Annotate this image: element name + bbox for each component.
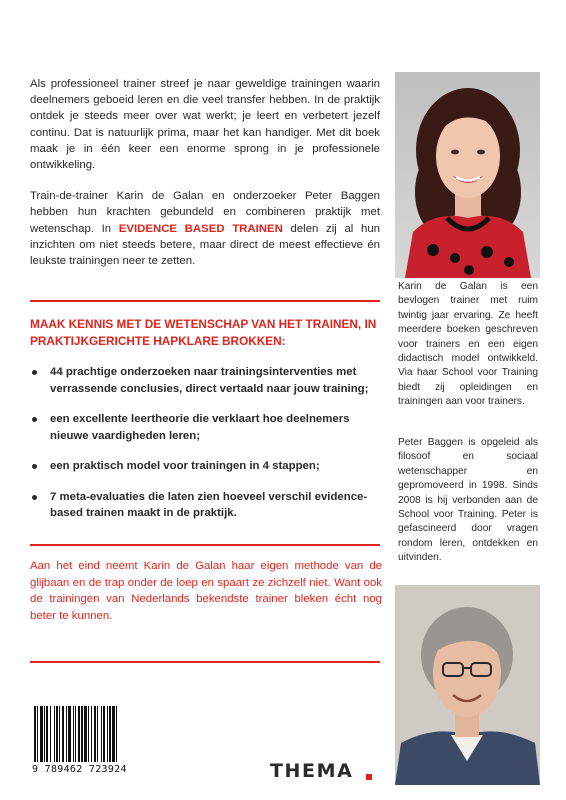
bullet-icon [32,464,37,469]
bullet-icon [32,495,37,500]
bio-karin: Karin de Galan is een bevlogen trainer met ruim twintig jaar ervaring. Ze heeft meerdere boeken geschreven voor trainers en een eigen didactisch model ontwikkeld. Via haar School voor Training biedt zij opleidingen en trainingen aan voor trainers. [398,281,538,408]
list-item-text: een praktisch model voor trainingen in 4 stappen; [50,460,320,472]
divider-bottom [30,661,380,663]
divider-top [30,300,380,302]
isbn-number: 9 789462 723924 [32,764,127,775]
publisher-logo: THEMA [270,760,354,782]
list-item-text: 7 meta-evaluaties die laten zien hoeveel verschil evidence-based trainen maakt in de praktijk. [50,490,368,519]
list-item [30,364,380,397]
bio-peter: Peter Baggen is opgeleid als filosoof en sociaal wetenschapper en gepromoveerd in 1998. Sinds 2008 is hij verbonden aan de School voor Training. Peter is gefascineerd door vragen rondom leren, ontdekken en uitvinden. [398,437,538,564]
intro-paragraph-2 [30,188,380,269]
list-item [30,489,380,522]
barcode-graphic [30,706,148,762]
bullet-icon [32,417,37,422]
bullet-icon [32,370,37,375]
divider-middle [30,544,380,546]
publisher-logo-square [366,774,372,780]
intro-p2-end: delen zij al hun inzichten om niet steeds betere, maar direct de meest effectieve én leukste trainingen neer te zetten. [30,222,380,268]
list-item-text: een excellente leertheorie die verklaart hoe deelnemers nieuwe vaardigheden leren; [50,413,350,442]
intro-text [30,76,380,284]
headline: MAAK KENNIS MET DE WETENSCHAP VAN HET TRAINEN, IN PRAKTIJKGERICHTE HAPKLARE BROKKEN: [30,317,377,348]
list-item-text: 44 prachtige onderzoeken naar trainingsinterventies met verrassende conclusies, direct vertaald naar jouw training; [50,366,369,395]
closing-text: Aan het eind neemt Karin de Galan haar eigen methode van de glijbaan en de trap onder de loep en spaart ze zichzelf niet. Want ook de trainingen van Nederlands bekendste trainer bleken écht nog beter te kunnen. [30,560,382,622]
list-item [30,458,380,475]
book-title-inline: EVIDENCE BASED TRAINEN [118,222,283,235]
list-item [30,411,380,444]
author-photo-karin [395,72,540,278]
bullet-list [30,364,380,536]
author-photo-peter [395,585,540,785]
intro-paragraph-1: Als professioneel trainer streef je naar geweldige trainingen waarin deelnemers geboeid leren en die veel transfer hebben. In de praktijk ontdek je steeds meer over wat werkt; je leert en verbetert jezelf continu. Dat is natuurlijk prima, maar het kan handiger. Met dit boek maak je in één keer een enorme sprong in je professionele ontwikkeling. [30,78,380,172]
intro-p2-start: Train-de-trainer Karin de Galan en onderzoeker Peter Baggen hebben hun krachten gebundeld en combineren praktijk met wetenschap. In [30,190,380,235]
barcode [30,706,148,762]
